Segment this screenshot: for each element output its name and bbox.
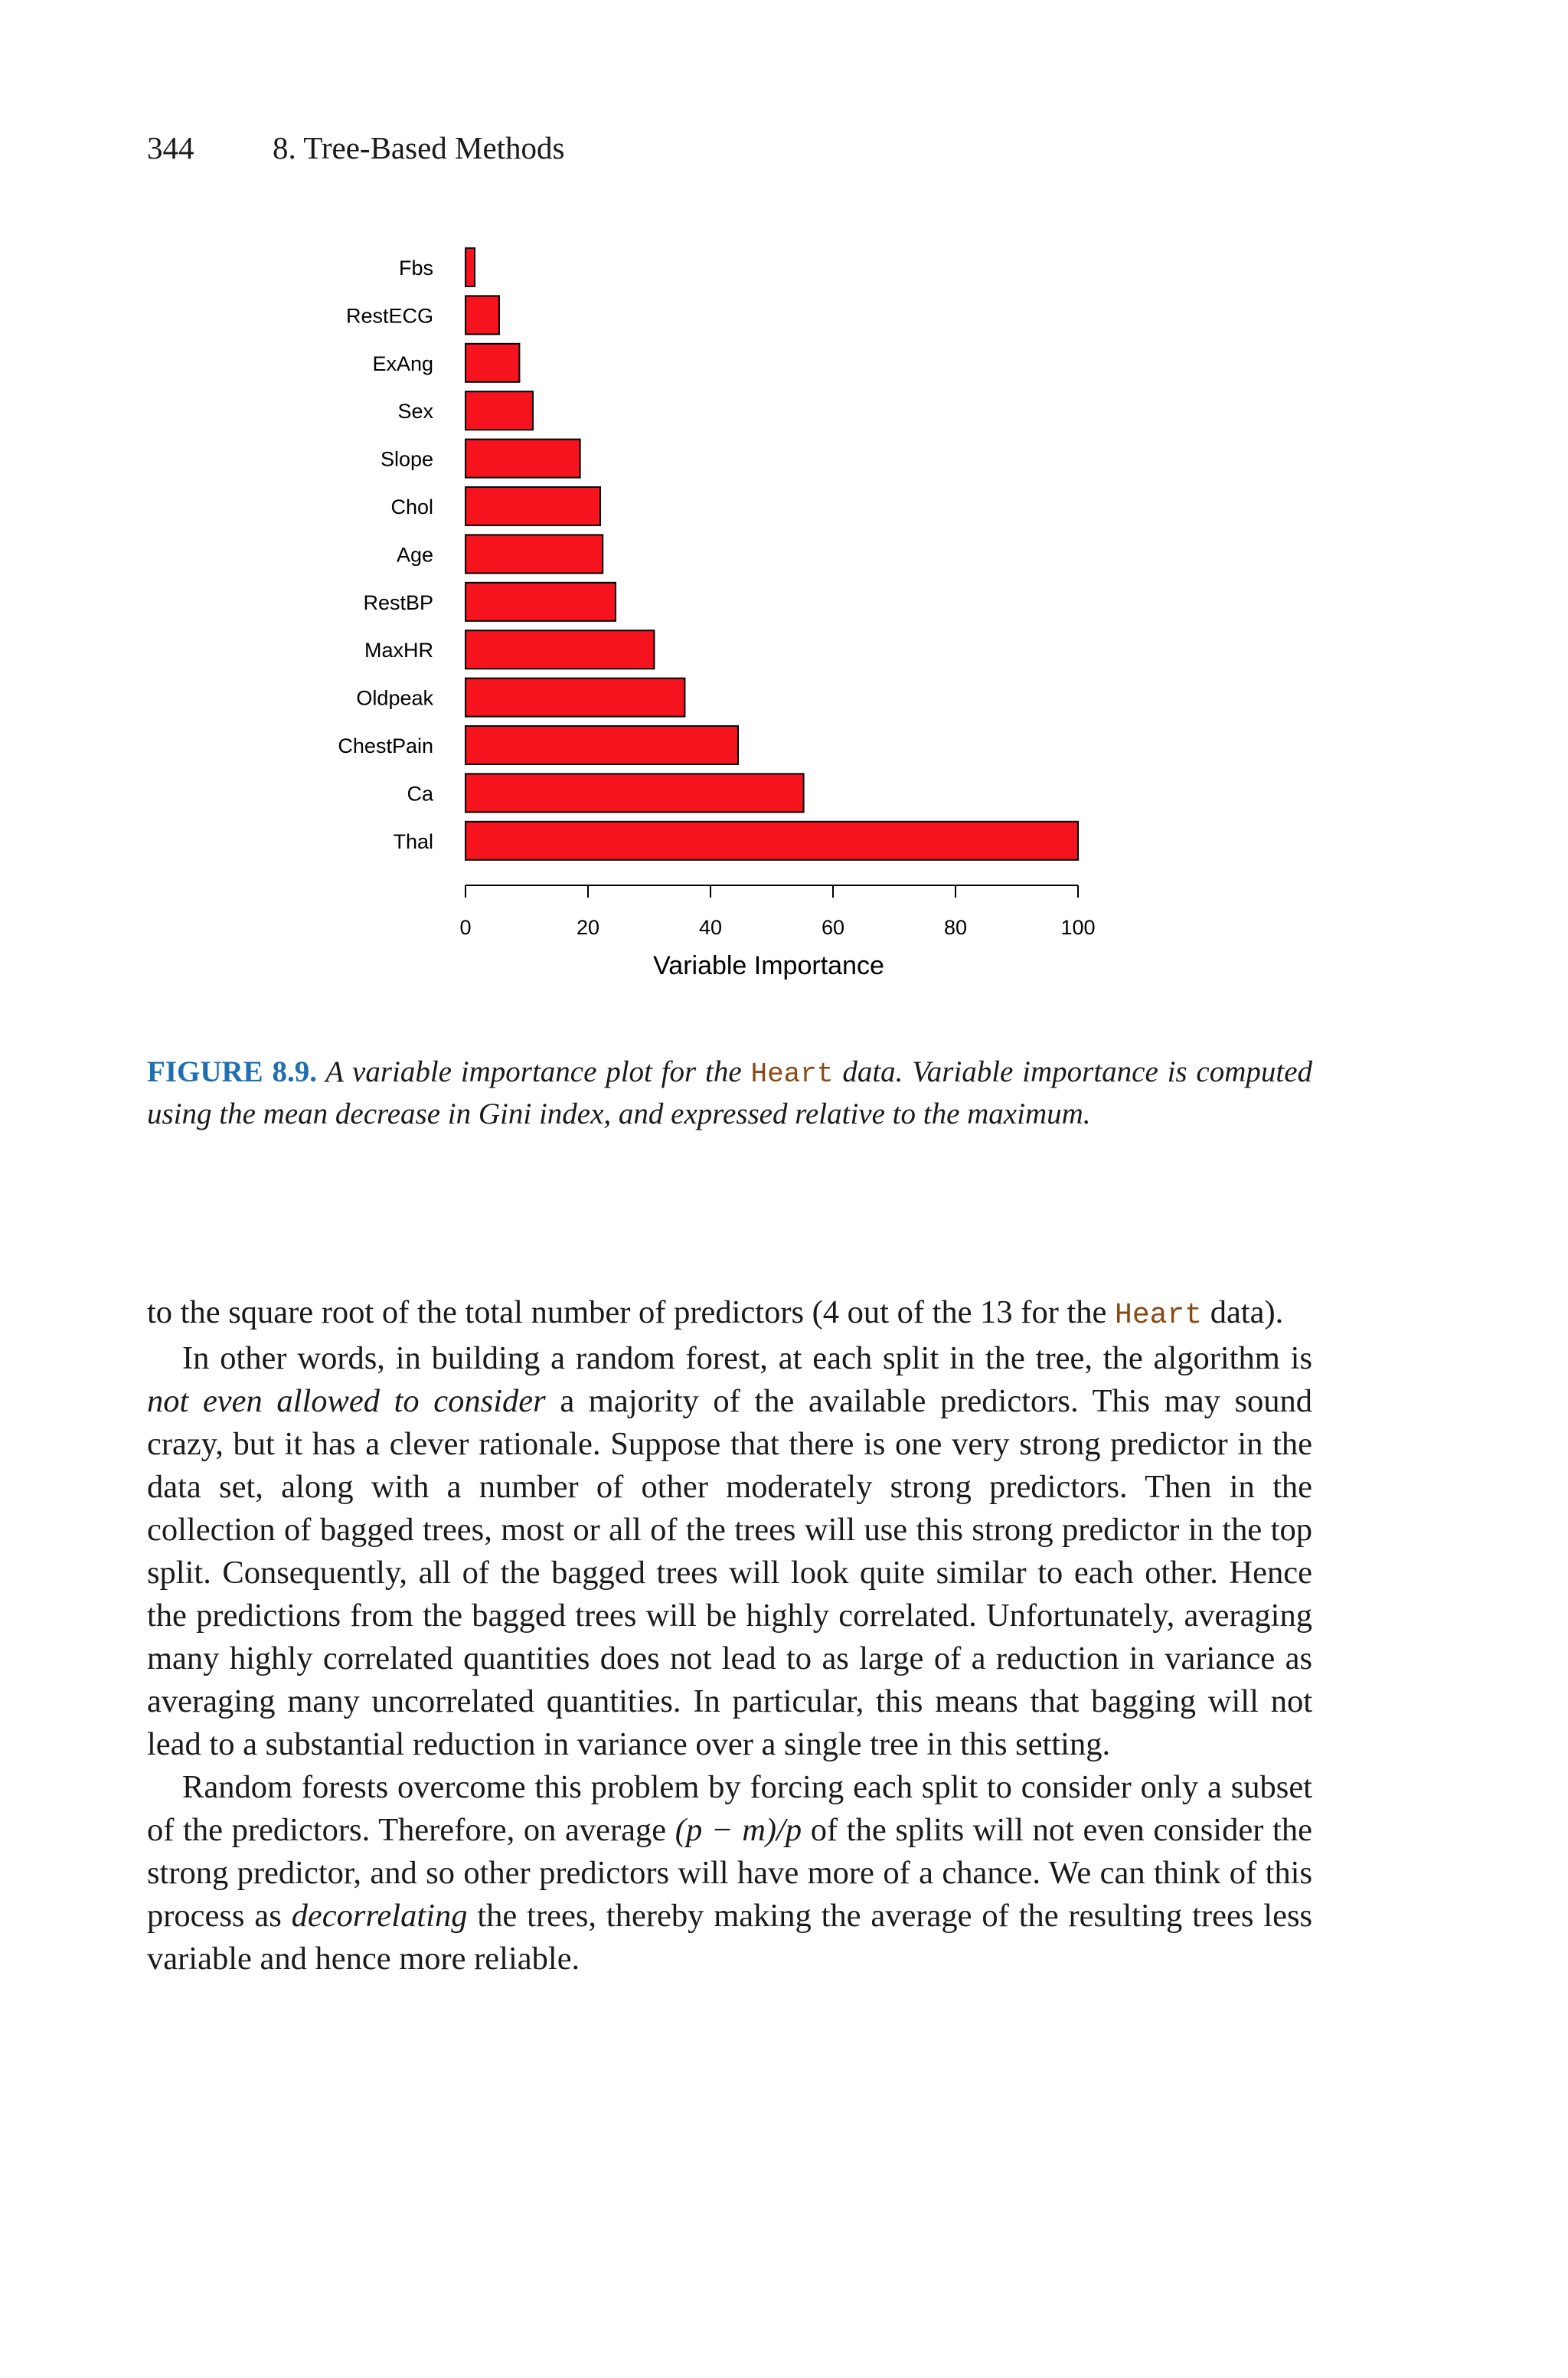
x-tick-label-60: 60	[821, 916, 845, 939]
bar-chol	[466, 487, 600, 525]
caption-text-after: data. Variable importance is computed using the mean decrease in Gini index, and expressed relative to the maximum.	[147, 1055, 1313, 1130]
x-tick-label-20: 20	[576, 916, 600, 939]
body-text	[147, 1291, 1312, 1981]
variable-importance-chart	[0, 0, 1568, 1011]
x-tick-label-0: 0	[459, 916, 472, 939]
bar-maxhr	[466, 630, 654, 669]
p3-text: Random forests overcome this problem by forcing each split to consider only a subset of the predictors. Therefore, on average	[147, 1769, 1312, 1848]
paragraph-3	[147, 1766, 1312, 1981]
bar-thal	[466, 822, 1078, 860]
bar-oldpeak	[466, 679, 684, 717]
bar-restbp	[466, 583, 616, 621]
y-label-ca: Ca	[407, 782, 433, 806]
bar-slope	[466, 440, 580, 478]
p2-text: In other words, in building a random forest, at each split in the tree, the algorithm is	[182, 1340, 1312, 1376]
x-tick-label-100: 100	[1060, 916, 1096, 939]
figure-label: FIGURE 8.9.	[147, 1055, 317, 1088]
y-label-chol: Chol	[390, 496, 433, 518]
y-label-chestpain: ChestPain	[338, 734, 433, 757]
p3-emphasis: decorrelating	[291, 1898, 468, 1934]
bar-ca	[466, 774, 804, 812]
y-label-restecg: RestECG	[345, 304, 433, 328]
x-tick-label-80: 80	[943, 916, 968, 939]
p1-text: to the square root of the total number of predictors (4 out of the 13 for the	[147, 1294, 1107, 1330]
y-label-maxhr: MaxHR	[364, 639, 433, 662]
paragraph-2	[147, 1337, 1312, 1766]
page-number: 344	[147, 130, 194, 165]
y-label-thal: Thal	[393, 829, 433, 853]
bar-exang	[466, 344, 519, 382]
y-label-age: Age	[396, 543, 433, 567]
y-label-sex: Sex	[397, 400, 433, 424]
p2-emphasis: not even allowed to consider	[147, 1383, 546, 1419]
bar-fbs	[466, 248, 475, 286]
chapter-title: 8. Tree-Based Methods	[273, 130, 565, 165]
paragraph-1	[147, 1291, 1312, 1337]
p3-text-mid: of the splits will not even consider the strong predictor, and so other predictors will have more of a chance. We can think of this process as	[147, 1812, 1312, 1934]
p1-text-end: data).	[1210, 1294, 1284, 1330]
p3-math: (p − m)/p	[675, 1812, 802, 1848]
bar-sex	[466, 391, 533, 430]
y-label-exang: ExAng	[372, 352, 433, 375]
x-tick-label-40: 40	[698, 916, 723, 939]
y-label-fbs: Fbs	[398, 257, 433, 280]
figure-caption	[147, 1052, 1312, 1134]
bar-age	[466, 535, 603, 573]
y-label-slope: Slope	[380, 447, 433, 471]
p3-text-end: the trees, thereby making the average of the resulting trees less variable and hence more reliable.	[147, 1898, 1313, 1977]
p2-text-end: a majority of the available predictors. This may sound crazy, but it has a clever rationale. Suppose that there is one very strong predictor in the data set, along with a number of other moderately strong predictors. Then in the collection of bagged trees, most or all of the trees will use this strong predictor in the top split. Consequently, all of the bagged trees will look quite similar to each other. Hence the predictions from the bagged trees will be highly correlated. Unfortunately, averaging many highly correlated quantities does not lead to as large of a reduction in variance as averaging many uncorrelated quantities. In particular, this means that bagging will not lead to a substantial reduction in variance over a single tree in this setting.	[147, 1383, 1312, 1762]
y-label-restbp: RestBP	[363, 590, 433, 614]
caption-text-before: A variable importance plot for the	[325, 1055, 742, 1088]
caption-code-heart: Heart	[750, 1058, 834, 1090]
p1-code-heart: Heart	[1115, 1299, 1203, 1332]
bar-chestpain	[466, 726, 738, 764]
x-axis-label: Variable Importance	[653, 951, 884, 980]
y-label-oldpeak: Oldpeak	[356, 686, 433, 710]
bar-restecg	[466, 296, 499, 334]
